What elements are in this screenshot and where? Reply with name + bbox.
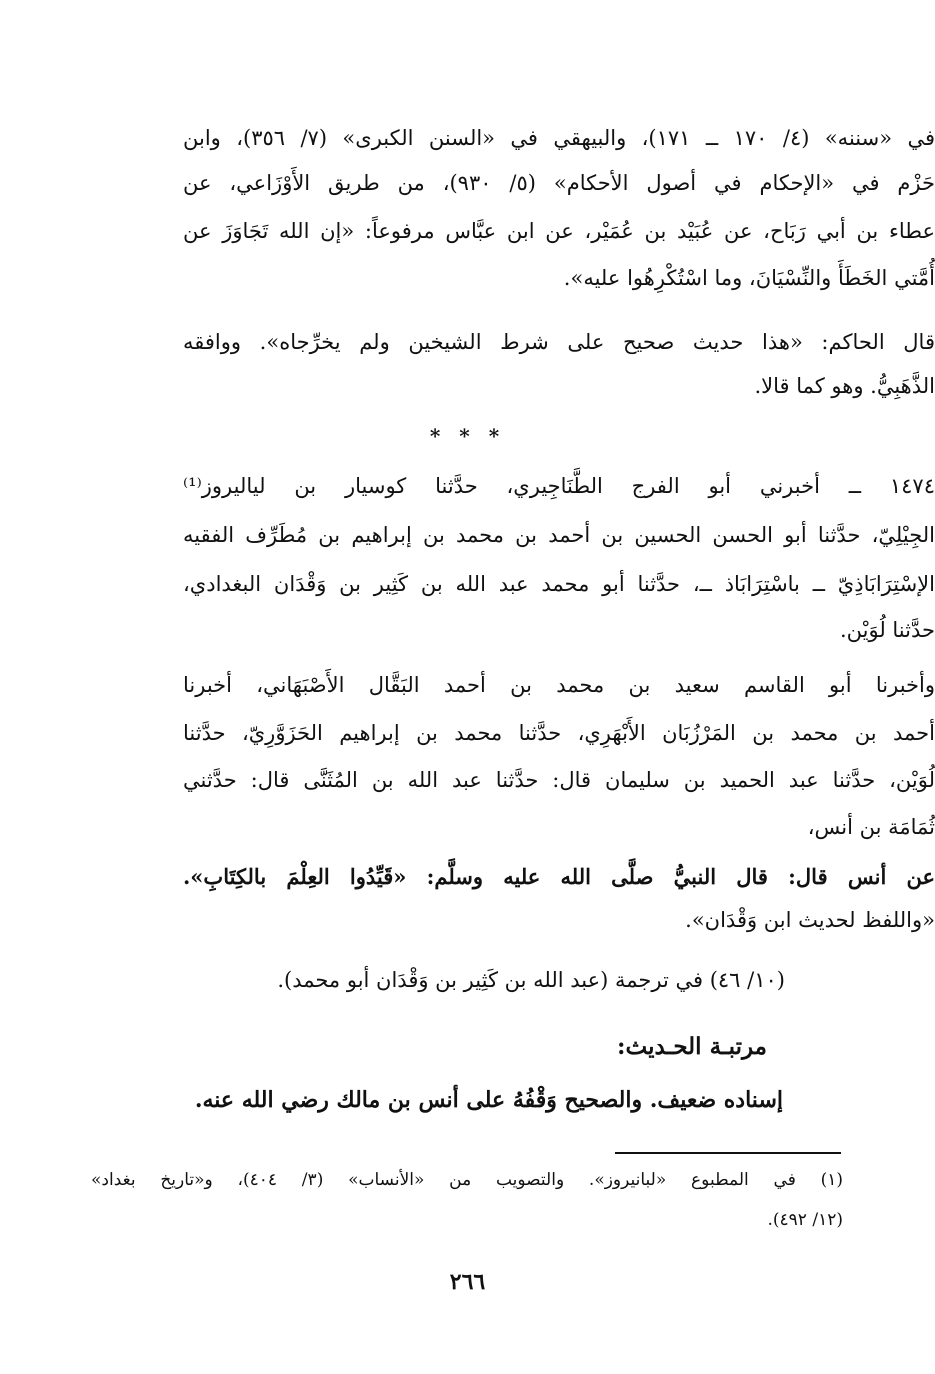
text-line: الجِيْلِيّ، حدَّثنا أبو الحسن الحسين بن أحمد بن محمد بن إبراهيم بن مُطَرِّف الفقيه [183,523,935,547]
text-line: أحمد بن محمد بن المَرْزُبَان الأَبْهَرِي، حدَّثنا محمد بن إبراهيم الحَزَوَّرِيّ، حدَّثنا [183,721,935,745]
text-line: عن أنس قال: قال النبيُّ صلَّى الله عليه وسلَّم: «قَيِّدُوا العِلْمَ بالكِتَابِ». [183,864,935,889]
text-line: قال الحاكم: «هذا حديث صحيح على شرط الشيخين ولم يخرِّجاه». ووافقه [183,330,935,354]
text-line: أُمَّتي الخَطَأَ والنِّسْيَانَ، وما اسْتُكْرِهُوا عليه». [563,266,935,290]
text-line: «واللفظ لحديث ابن وَقْدَان». [685,908,935,932]
footnote-line: (١٢/ ٤٩٢). [767,1210,843,1230]
section-separator: * * * [429,424,506,448]
grading-heading: مرتبـة الحـديث: [617,1033,767,1060]
text-line: في «سننه» (٤/ ١٧٠ ــ ١٧١)، والبيهقي في «السنن الكبرى» (٧/ ٣٥٦)، وابن [183,126,935,150]
text-line: الذَّهَبِيُّ. وهو كما قالا. [754,374,935,398]
page-number: ٢٦٦ [449,1269,486,1295]
grading-text: إسناده ضعيف. والصحيح وَقْفُهُ على أنس بن مالك رضي الله عنه. [194,1087,783,1113]
text-line: وأخبرنا أبو القاسم سعيد بن محمد بن أحمد البَقَّال الأَصْبَهَاني، أخبرنا [183,673,935,697]
footnote-divider [615,1152,841,1154]
footnote-line: (١) في المطبوع «لبانيروز». والتصويب من «الأنساب» (٣/ ٤٠٤)، و«تاريخ بغداد» [91,1170,843,1190]
reference-line: (١٠/ ٤٦) في ترجمة (عبد الله بن كَثِير بن وَقْدَان أبو محمد). [277,968,785,992]
text-line: الإسْتِرَابَاذِيّ ــ باسْتِرَابَاذ ــ، حدَّثنا أبو محمد عبد الله بن كَثِير بن وَقْدَان البغدادي، [183,572,935,596]
text-line: لُوَيْن، حدَّثنا عبد الحميد بن سليمان قال: حدَّثنا عبد الله بن المُثَنَّى قال: حدَّثني [183,768,935,792]
text-line: ١٤٧٤ ــ أخبرني أبو الفرج الطَّنَاجِيري، حدَّثنا كوسيار بن لياليروز⁽¹⁾ [183,474,935,498]
text-line: عطاء بن أبي رَبَاح، عن عُبَيْد بن عُمَيْر، عن ابن عبَّاس مرفوعاً: «إن الله تَجَاوَزَ عن [183,219,935,243]
text-line: ثُمَامَة بن أنس، [807,815,935,839]
text-line: حدَّثنا لُوَيْن. [839,618,935,642]
text-line: حَزْم في «الإحكام في أصول الأحكام» (٥/ ٩٣٠)، من طريق الأَوْزَاعي، عن [183,171,935,195]
